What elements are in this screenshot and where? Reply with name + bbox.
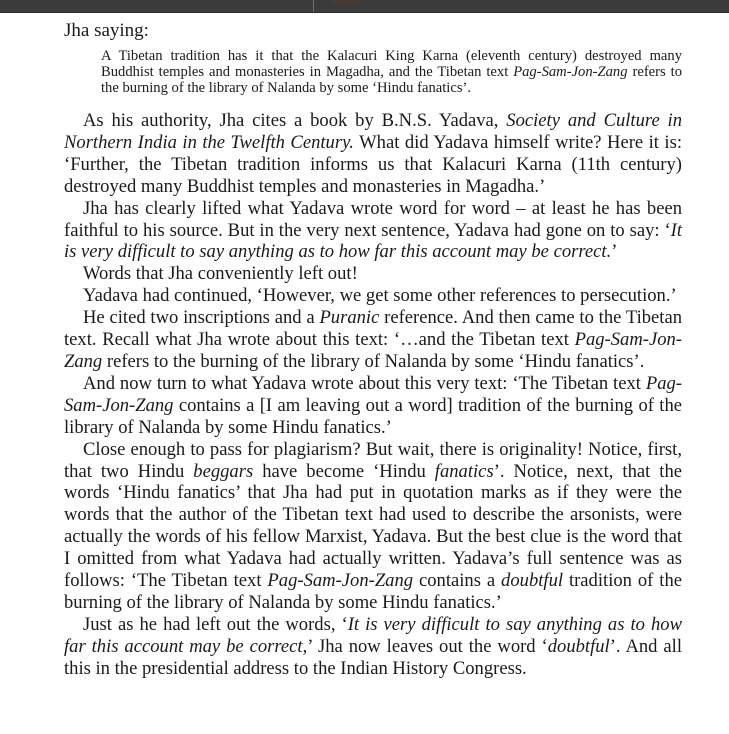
italic-text: beggars: [193, 460, 254, 482]
text-run: contains a [I am leaving out a word] tradition of the burning of the library of Nalanda by some Hindu fanatics.’: [64, 394, 682, 438]
italic-text: Pag-Sam-Jon-Zang: [64, 372, 682, 416]
italic-text: It is very difficult to say anything as to how far this account may be correct: [64, 613, 682, 657]
italic-text: Pag-Sam-Jon-Zang: [64, 329, 682, 372]
lead-line: Jha saying:: [64, 20, 149, 41]
paragraph: [64, 373, 682, 439]
text-run: As his authority, Jha cites a book by B.N.S. Yadava,: [83, 110, 507, 131]
paragraph: [64, 110, 682, 198]
text-run: What did Yadava himself write? Here it is: ‘Further, the Tibetan tradition informs us that Kalacuri Karna (11th century) destroyed many Buddhist temples and monasteries in Magadha.’: [64, 131, 683, 197]
page-content: [64, 18, 682, 680]
paragraph: [64, 614, 682, 680]
paragraph: [64, 285, 682, 307]
text-run: Words that Jha conveniently left out!: [83, 263, 358, 285]
text-run: refers to the burning of the library of Nalanda by some ‘Hindu fanatics’.: [102, 350, 645, 372]
text-run: A Tibetan tradition has it that the Kalacuri King Karna (eleventh century) destroyed many Buddhist temples and monasteries in Magadha, and the Tibetan text: [101, 48, 682, 80]
text-run: Close enough to pass for plagiarism? But wait, there is originality! Notice, first, that two Hindu: [64, 438, 682, 482]
body-text: [64, 110, 682, 680]
text-run: He cited two inscriptions and a: [83, 307, 320, 329]
paragraph: [64, 439, 682, 614]
italic-text: doubtful: [501, 570, 564, 592]
text-run: Jha has clearly lifted what Yadava wrote word for word – at least he has been faithful to his source. But in the very next sentence, Yadava had gone on to say: ‘: [64, 197, 682, 241]
text-run: And now turn to what Yadava wrote about this very text: ‘The Tibetan text: [83, 372, 646, 394]
paragraph: [64, 307, 682, 373]
text-run: ’. And all this in the presidential address to the Indian History Congress.: [64, 635, 682, 679]
text-run: have become ‘Hindu: [253, 460, 435, 482]
top-bar-divider: [313, 0, 314, 12]
viewer-top-bar: [0, 0, 729, 13]
italic-text: fanatics: [434, 460, 494, 482]
text-run: ’: [611, 241, 618, 263]
text-run: contains a: [413, 570, 502, 592]
text-run: Just as he had left out the words, ‘: [83, 613, 348, 635]
paragraph: [64, 198, 682, 264]
italic-text: doubtful: [547, 635, 610, 657]
italic-text: It is very difficult to say anything as to how far this account may be correct.: [64, 219, 682, 263]
text-run: ,’ Jha now leaves out the word ‘: [302, 635, 548, 657]
italic-text: Society and Culture in Northern India in the Twelfth Century.: [64, 110, 683, 153]
text-run: tradition of the burning of the library of Nalanda by some Hindu fanatics.’: [64, 570, 682, 613]
text-run: ’. Notice, next, that the words ‘Hindu fanatics’ that Jha had put in quotation marks as if they were the words that the author of the Tibetan text had used to describe the arsonists, were actually the words of his fellow Marxist, Yadava. But the best clue is the word that I omitted from what Yadava had actually written. Yadava’s full sentence was as follows: ‘The Tibetan text: [64, 460, 683, 592]
italic-text: Pag-Sam-Jon-Zang: [267, 570, 414, 592]
text-run: Yadava had continued, ‘However, we get some other references to persecution.’: [83, 285, 677, 307]
page-thumbnail[interactable]: [333, 0, 359, 4]
text-run: reference. And then came to the Tibetan text. Recall what Jha wrote about this text: ‘…and the Tibetan text: [64, 307, 683, 351]
text-run: refers to the burning of the library of Nalanda by some ‘Hindu fanatics’.: [101, 64, 682, 96]
block-quote: [101, 48, 682, 96]
italic-text: Pag-Sam-Jon-Zang: [513, 64, 628, 80]
italic-text: Puranic: [319, 307, 380, 329]
paragraph: [64, 263, 682, 285]
